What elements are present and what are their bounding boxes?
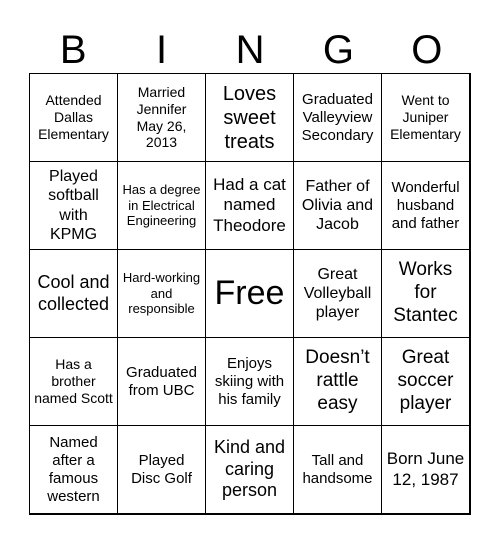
free-space-cell[interactable]: Free: [205, 249, 294, 338]
bingo-cell[interactable]: Played softball with KPMG: [29, 161, 118, 250]
header-letter-g: G: [322, 28, 354, 72]
bingo-cell[interactable]: Has a brother named Scott: [29, 337, 118, 426]
header-letter-i: I: [156, 28, 168, 72]
bingo-cell[interactable]: Went to Juniper Elementary: [381, 73, 470, 162]
bingo-cell[interactable]: Loves sweet treats: [205, 73, 294, 162]
bingo-cell[interactable]: Kind and caring person: [205, 425, 294, 514]
bingo-cell[interactable]: Has a degree in Electrical Engineering: [117, 161, 206, 250]
header-letter-b: B: [59, 28, 87, 72]
bingo-header: [29, 27, 471, 73]
header-letter-n: N: [235, 28, 265, 72]
bingo-cell[interactable]: Enjoys skiing with his family: [205, 337, 294, 426]
bingo-cell[interactable]: Cool and collected: [29, 249, 118, 338]
bingo-cell[interactable]: Had a cat named Theodore: [205, 161, 294, 250]
bingo-cell[interactable]: Tall and handsome: [293, 425, 382, 514]
bingo-cell[interactable]: Great soccer player: [381, 337, 470, 426]
bingo-cell[interactable]: Married Jennifer May 26, 2013: [117, 73, 206, 162]
bingo-cell[interactable]: Played Disc Golf: [117, 425, 206, 514]
bingo-cell[interactable]: Named after a famous western: [29, 425, 118, 514]
bingo-cell[interactable]: Works for Stantec: [381, 249, 470, 338]
header-letter-o: O: [411, 28, 443, 72]
bingo-cell[interactable]: Graduated from UBC: [117, 337, 206, 426]
bingo-cell[interactable]: Born June 12, 1987: [381, 425, 470, 514]
bingo-board: [29, 73, 471, 515]
bingo-cell[interactable]: Hard-working and responsible: [117, 249, 206, 338]
bingo-cell[interactable]: Doesn’t rattle easy: [293, 337, 382, 426]
bingo-cell[interactable]: Wonderful husband and father: [381, 161, 470, 250]
bingo-cell[interactable]: Great Volleyball player: [293, 249, 382, 338]
bingo-cell[interactable]: Graduated Valleyview Secondary: [293, 73, 382, 162]
bingo-cell[interactable]: Attended Dallas Elementary: [29, 73, 118, 162]
bingo-cell[interactable]: Father of Olivia and Jacob: [293, 161, 382, 250]
